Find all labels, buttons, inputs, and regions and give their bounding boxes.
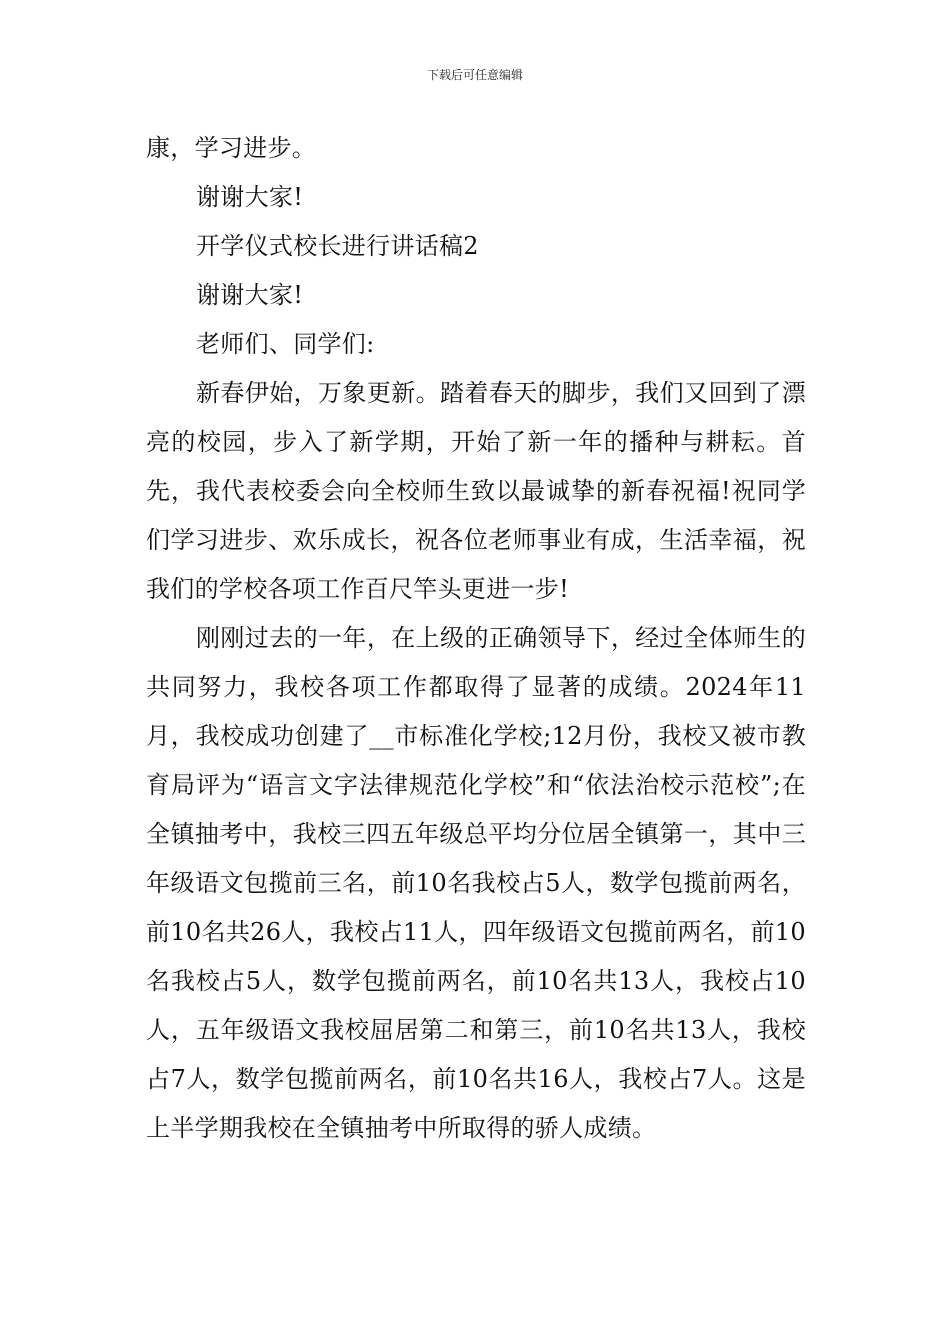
paragraph-thanks: 谢谢大家! bbox=[196, 281, 304, 309]
paragraph-salutation: 老师们、同学们: bbox=[196, 330, 375, 358]
document-body bbox=[146, 124, 806, 1153]
paragraph-closing-line: 康，学习进步。 bbox=[146, 134, 317, 162]
section-title: 开学仪式校长进行讲话稿2 bbox=[196, 232, 479, 260]
paragraph-thanks: 谢谢大家! bbox=[196, 183, 304, 211]
paragraph-achievements: 刚刚过去的一年，在上级的正确领导下，经过全体师生的共同努力，我校各项工作都取得了显著的成绩。2024年11月，我校成功创建了__市标准化学校;12月份，我校又被市教育局评为“语言文字法律规范化学校”和“依法治校示范校”;在全镇抽考中，我校三四五年级总平均分位居全镇第一，其中三年级语文包揽前三名，前10名我校占5人，数学包揽前两名，前10名共26人，我校占11人，四年级语文包揽前两名，前10名我校占5人，数学包揽前两名，前10名共13人，我校占10人，五年级语文我校屈居第二和第三，前10名共13人，我校占7人，数学包揽前两名，前10名共16人，我校占7人。这是上半学期我校在全镇抽考中所取得的骄人成绩。 bbox=[146, 624, 806, 1142]
paragraph-new-year: 新春伊始，万象更新。踏着春天的脚步，我们又回到了漂亮的校园，步入了新学期，开始了新一年的播种与耕耘。首先，我代表校委会向全校师生致以最诚挚的新春祝福!祝同学们学习进步、欢乐成长，祝各位老师事业有成，生活幸福，祝我们的学校各项工作百尺竿头更进一步! bbox=[146, 379, 806, 603]
page-header: 下载后可任意编辑 bbox=[426, 68, 523, 82]
